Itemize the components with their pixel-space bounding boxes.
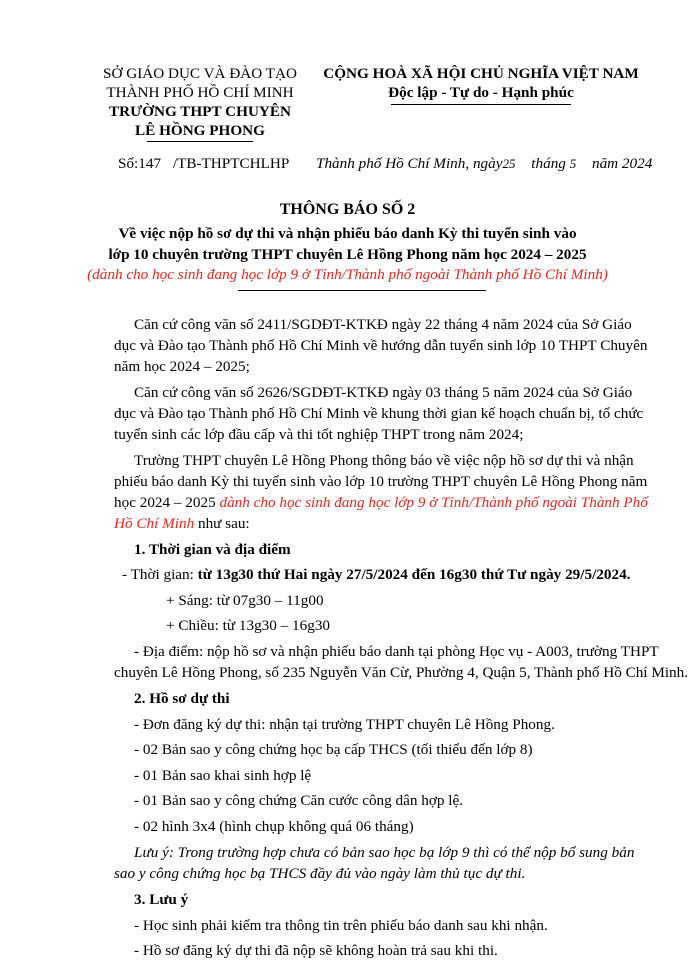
title-underline xyxy=(238,290,486,291)
afternoon-slot: + Chiều: từ 13g30 – 16g30 xyxy=(166,617,331,634)
motto: Độc lập - Tự do - Hạnh phúc xyxy=(388,84,574,101)
section2-heading: 2. Hồ sơ dự thi xyxy=(134,690,230,707)
para3-line1: Trường THPT chuyên Lê Hồng Phong thông báo về việc nộp hồ sơ dự thi và nhận xyxy=(134,452,634,469)
para2-line1: Căn cứ công văn số 2626/SGDĐT-KTKĐ ngày 03 tháng 5 năm 2024 của Sở Giáo xyxy=(134,384,633,401)
para3-line4: Hồ Chí Minh như sau: xyxy=(114,515,250,532)
document-subject-line-1: Về việc nộp hồ sơ dự thi và nhận phiếu báo danh Kỳ thi tuyển sinh vào xyxy=(118,225,577,242)
school-line-2: LÊ HỒNG PHONG xyxy=(135,122,265,139)
time-line: - Thời gian: từ 13g30 thứ Hai ngày 27/5/2024 đến 16g30 thứ Tư ngày 29/5/2024. xyxy=(122,566,631,583)
para2-line3: tuyển sinh các lớp đầu cấp và thi tốt nghiệp THPT trong năm 2024; xyxy=(114,426,524,443)
para3-line3: học 2024 – 2025 dành cho học sinh đang học lớp 9 ở Tỉnh/Thành phố ngoài Thành Phố xyxy=(114,494,648,511)
agency-line-2: THÀNH PHỐ HỒ CHÍ MINH xyxy=(106,84,294,101)
agency-line-1: SỞ GIÁO DỤC VÀ ĐÀO TẠO xyxy=(103,65,297,82)
list-item: - Đơn đăng ký dự thi: nhận tại trường THPT chuyên Lê Hồng Phong. xyxy=(134,716,555,733)
motto-underline xyxy=(391,104,571,105)
country-name: CỘNG HOÀ XÃ HỘI CHỦ NGHĨA VIỆT NAM xyxy=(323,65,639,82)
para1-line2: dục và Đào tạo Thành phố Hồ Chí Minh về hướng dẫn tuyển sinh lớp 10 THPT Chuyên xyxy=(114,337,648,354)
para3-line2: phiếu báo danh Kỳ thi tuyển sinh vào lớp 10 trường THPT chuyên Lê Hồng Phong năm xyxy=(114,473,648,490)
school-line-1: TRƯỜNG THPT CHUYÊN xyxy=(109,103,291,120)
list-item: - Hồ sơ đăng ký dự thi đã nộp sẽ không hoàn trả sau khi thi. xyxy=(134,942,498,959)
note-line2: sao y công chứng học bạ THCS đầy đủ vào ngày làm thủ tục dự thi. xyxy=(114,865,526,882)
place-line2: chuyên Lê Hồng Phong, số 235 Nguyễn Văn Cừ, Phường 4, Quận 5, Thành phố Hồ Chí Minh. xyxy=(114,664,689,681)
para1-line3: năm học 2024 – 2025; xyxy=(114,358,250,375)
section1-heading: 1. Thời gian và địa điểm xyxy=(134,541,291,558)
section3-heading: 3. Lưu ý xyxy=(134,891,189,908)
list-item: - 01 Bản sao y công chứng Căn cước công dân hợp lệ. xyxy=(134,792,464,809)
school-underline xyxy=(147,141,253,142)
document-date: Thành phố Hồ Chí Minh, ngày25 tháng 5 năm 2024 xyxy=(316,155,653,172)
document-subject-line-3: (dành cho học sinh đang học lớp 9 ở Tỉnh/Thành phố ngoài Thành phố Hồ Chí Minh) xyxy=(87,266,608,283)
para2-line2: dục và Đào tạo Thành phố Hồ Chí Minh về khung thời gian kế hoạch chuẩn bị, tổ chức xyxy=(114,405,644,422)
national-motto xyxy=(306,64,656,102)
para1-line1: Căn cứ công văn số 2411/SGDĐT-KTKĐ ngày 22 tháng 4 năm 2024 của Sở Giáo xyxy=(134,316,632,333)
note-line1: Lưu ý: Trong trường hợp chưa có bản sao học bạ lớp 9 thì có thể nộp bổ sung bản xyxy=(134,844,635,861)
document-title: THÔNG BÁO SỐ 2 xyxy=(279,201,416,218)
list-item: - 02 hình 3x4 (hình chụp không quá 06 tháng) xyxy=(134,818,414,835)
place-line1: - Địa điểm: nộp hồ sơ và nhận phiếu báo danh tại phòng Học vụ - A003, trường THPT xyxy=(134,643,659,660)
document-subject-line-2: lớp 10 chuyên trường THPT chuyên Lê Hồng Phong năm học 2024 – 2025 xyxy=(108,246,587,263)
morning-slot: + Sáng: từ 07g30 – 11g00 xyxy=(166,592,324,609)
document-number: Số:147 /TB-THPTCHLHP xyxy=(118,155,290,172)
agency-name xyxy=(100,64,300,140)
list-item: - Học sinh phải kiểm tra thông tin trên phiếu báo danh sau khi nhận. xyxy=(134,917,548,934)
list-item: - 02 Bản sao y công chứng học bạ cấp THCS (tối thiểu đến lớp 8) xyxy=(134,741,533,758)
list-item: - 01 Bản sao khai sinh hợp lệ xyxy=(134,767,312,784)
